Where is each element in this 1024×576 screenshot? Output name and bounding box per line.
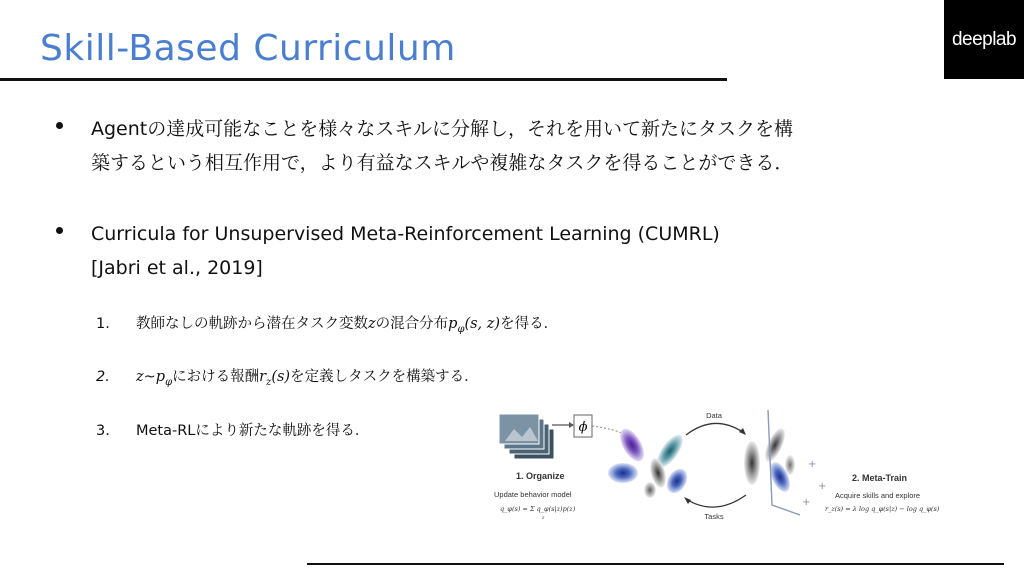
- step-2-tilde: ~: [143, 369, 156, 385]
- bullet-2-text: [91, 217, 720, 285]
- organize-clusters: [608, 425, 691, 498]
- tasks-label: Tasks: [704, 512, 724, 521]
- step-3: [96, 419, 369, 440]
- title-underline: [0, 78, 727, 81]
- step-1: [96, 312, 558, 335]
- data-arrow: [686, 423, 744, 435]
- organize-label: 1. Organize: [516, 471, 565, 481]
- step-2-text-a: における報酬: [172, 369, 260, 385]
- metatrain-label: 2. Meta-Train: [852, 473, 908, 483]
- step-2-reward-args: (s): [271, 369, 291, 385]
- metatrain-formula: r_z(s) = λ log q_φ(s|z) − log q_φ(s): [825, 505, 940, 513]
- organize-subtitle: Update behavior model: [494, 490, 572, 499]
- bullet-1-text: [91, 112, 793, 180]
- step-1-number: 1.: [96, 316, 110, 332]
- footer-rule: [307, 563, 1004, 565]
- deeplab-logo: [944, 0, 1024, 79]
- plus-icon: +: [802, 497, 811, 508]
- bullet-dot-icon: [56, 227, 63, 234]
- organize-formula-index: z: [542, 516, 545, 521]
- step-1-math-sub: φ: [457, 323, 465, 335]
- step-1-math-args: (s, z): [464, 316, 501, 332]
- logo-text: deeplab: [951, 28, 1017, 50]
- step-1-text-a: 教師なしの軌跡から潜在タスク変数: [136, 316, 368, 332]
- plus-icon: +: [818, 481, 827, 492]
- step-1-math-p: p: [448, 316, 458, 332]
- step-3-text: Meta-RLにより新たな軌跡を得る．: [136, 423, 370, 439]
- step-2-number: 2.: [96, 369, 110, 385]
- slide-title: Skill-Based Curriculum: [40, 28, 456, 69]
- data-label: Data: [706, 411, 722, 420]
- organize-formula: q_φ(s) = Σ q_φ(s|z)p(z): [500, 505, 576, 513]
- bullet-1-line-1: Agentの達成可能なことを様々なスキルに分解し，それを用いて新たにタスクを構: [91, 118, 794, 140]
- step-2: [96, 365, 479, 388]
- step-2-reward: r: [259, 369, 267, 385]
- phi-symbol: ϕ: [578, 420, 588, 435]
- cumrl-diagram: [490, 405, 960, 523]
- metatrain-subtitle: Acquire skills and explore: [835, 491, 921, 500]
- step-2-math-p: p: [155, 369, 166, 385]
- step-2-text-b: を定義しタスクを構築する．: [290, 369, 479, 385]
- step-2-var: z: [136, 369, 144, 385]
- tasks-arrow: [686, 495, 746, 507]
- meta-train-boundary: [768, 410, 800, 515]
- bullet-2-citation: [Jabri et al., 2019]: [91, 257, 263, 279]
- bullet-1-line-2: 築するという相互作用で，より有益なスキルや複雑なタスクを得ることができる．: [91, 152, 794, 174]
- bullet-dot-icon: [56, 122, 63, 129]
- step-1-var: z: [368, 316, 376, 332]
- step-1-text-b: の混合分布: [375, 316, 449, 332]
- step-2-reward-sub: z: [266, 376, 272, 388]
- trajectory-frames-icon: [499, 414, 554, 459]
- step-2-math-sub: φ: [165, 376, 173, 388]
- plus-icon: +: [808, 459, 817, 470]
- step-3-number: 3.: [96, 423, 110, 439]
- bullet-2-line-1: Curricula for Unsupervised Meta-Reinforcement Learning (CUMRL): [91, 223, 720, 245]
- step-1-text-c: を得る．: [500, 316, 559, 332]
